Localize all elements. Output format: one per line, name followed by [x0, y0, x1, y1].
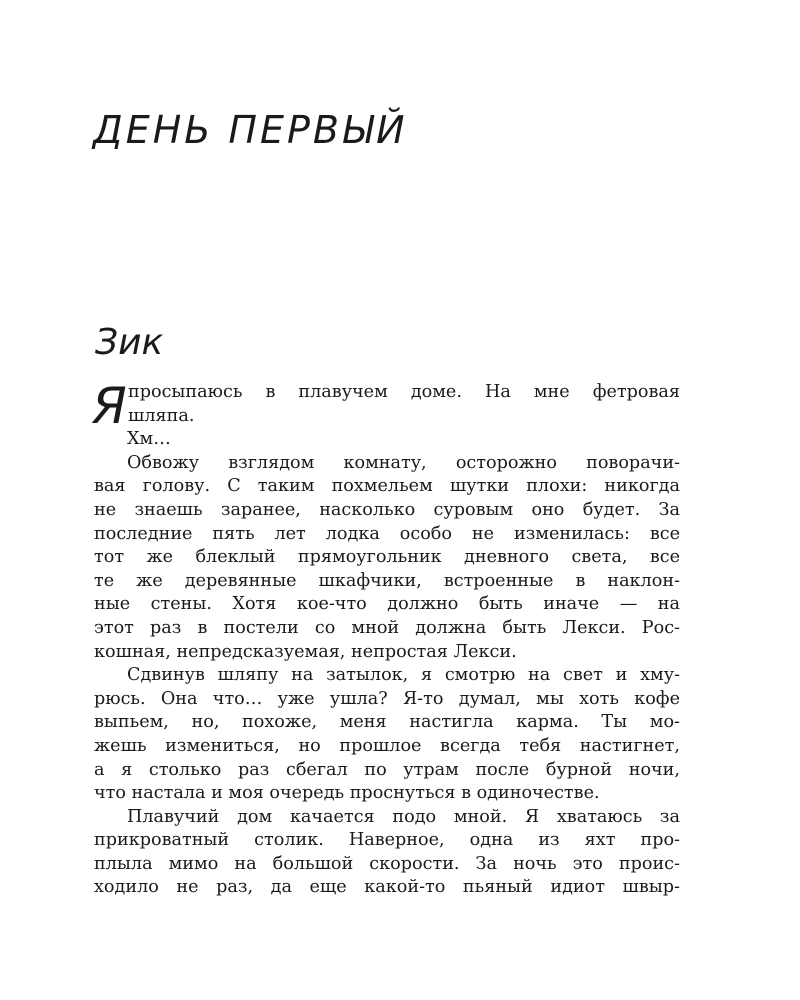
body-text	[92, 377, 680, 900]
text-line: жешь измениться, но прошлое всегда тебя настигнет,	[94, 735, 680, 756]
text-line: не знаешь заранее, насколько суровым оно будет. За	[94, 499, 680, 520]
text-line: последние пять лет лодка особо не изменилась: все	[94, 523, 680, 544]
text-line: кошная, непредсказуемая, непростая Лекси.	[94, 641, 517, 662]
drop-cap: Я	[92, 377, 127, 435]
text-line: Хм…	[127, 429, 171, 450]
text-line: этот раз в постели со мной должна быть Лекси. Рос-	[94, 617, 680, 638]
text-line: Сдвинув шляпу на затылок, я смотрю на свет и хму-	[127, 665, 680, 686]
text-line: Обвожу взглядом комнату, осторожно поворачи-	[127, 452, 680, 473]
text-line: просыпаюсь в плавучем доме. На мне фетровая	[128, 382, 680, 402]
chapter-title: ДЕНЬ ПЕРВЫЙ	[93, 108, 408, 152]
opening-paragraph	[92, 377, 680, 435]
text-line: тот же блеклый прямоугольник дневного света, все	[94, 547, 680, 568]
text-line: шляпа.	[128, 405, 195, 426]
text-line: ходило не раз, да еще какой-то пьяный идиот швыр-	[94, 877, 680, 898]
text-line: те же деревянные шкафчики, встроенные в наклон-	[94, 570, 680, 591]
text-line: а я столько раз сбегал по утрам после бурной ночи,	[94, 759, 680, 780]
text-line: вая голову. С таким похмельем шутки плохи: никогда	[94, 476, 680, 497]
section-title: Зик	[95, 322, 164, 363]
text-line: плыла мимо на большой скорости. За ночь это проис-	[94, 853, 680, 874]
text-line: рюсь. Она что… уже ушла? Я-то думал, мы хоть кофе	[94, 688, 680, 709]
text-line: ные стены. Хотя кое-что должно быть иначе — на	[94, 594, 680, 615]
text-line: выпьем, но, похоже, меня настигла карма. Ты мо-	[94, 712, 680, 733]
text-line: Плавучий дом качается подо мной. Я хватаюсь за	[127, 806, 680, 827]
text-line: прикроватный столик. Наверное, одна из яхт про-	[94, 830, 680, 851]
text-line: что настала и моя очередь проснуться в одиночестве.	[94, 783, 600, 804]
